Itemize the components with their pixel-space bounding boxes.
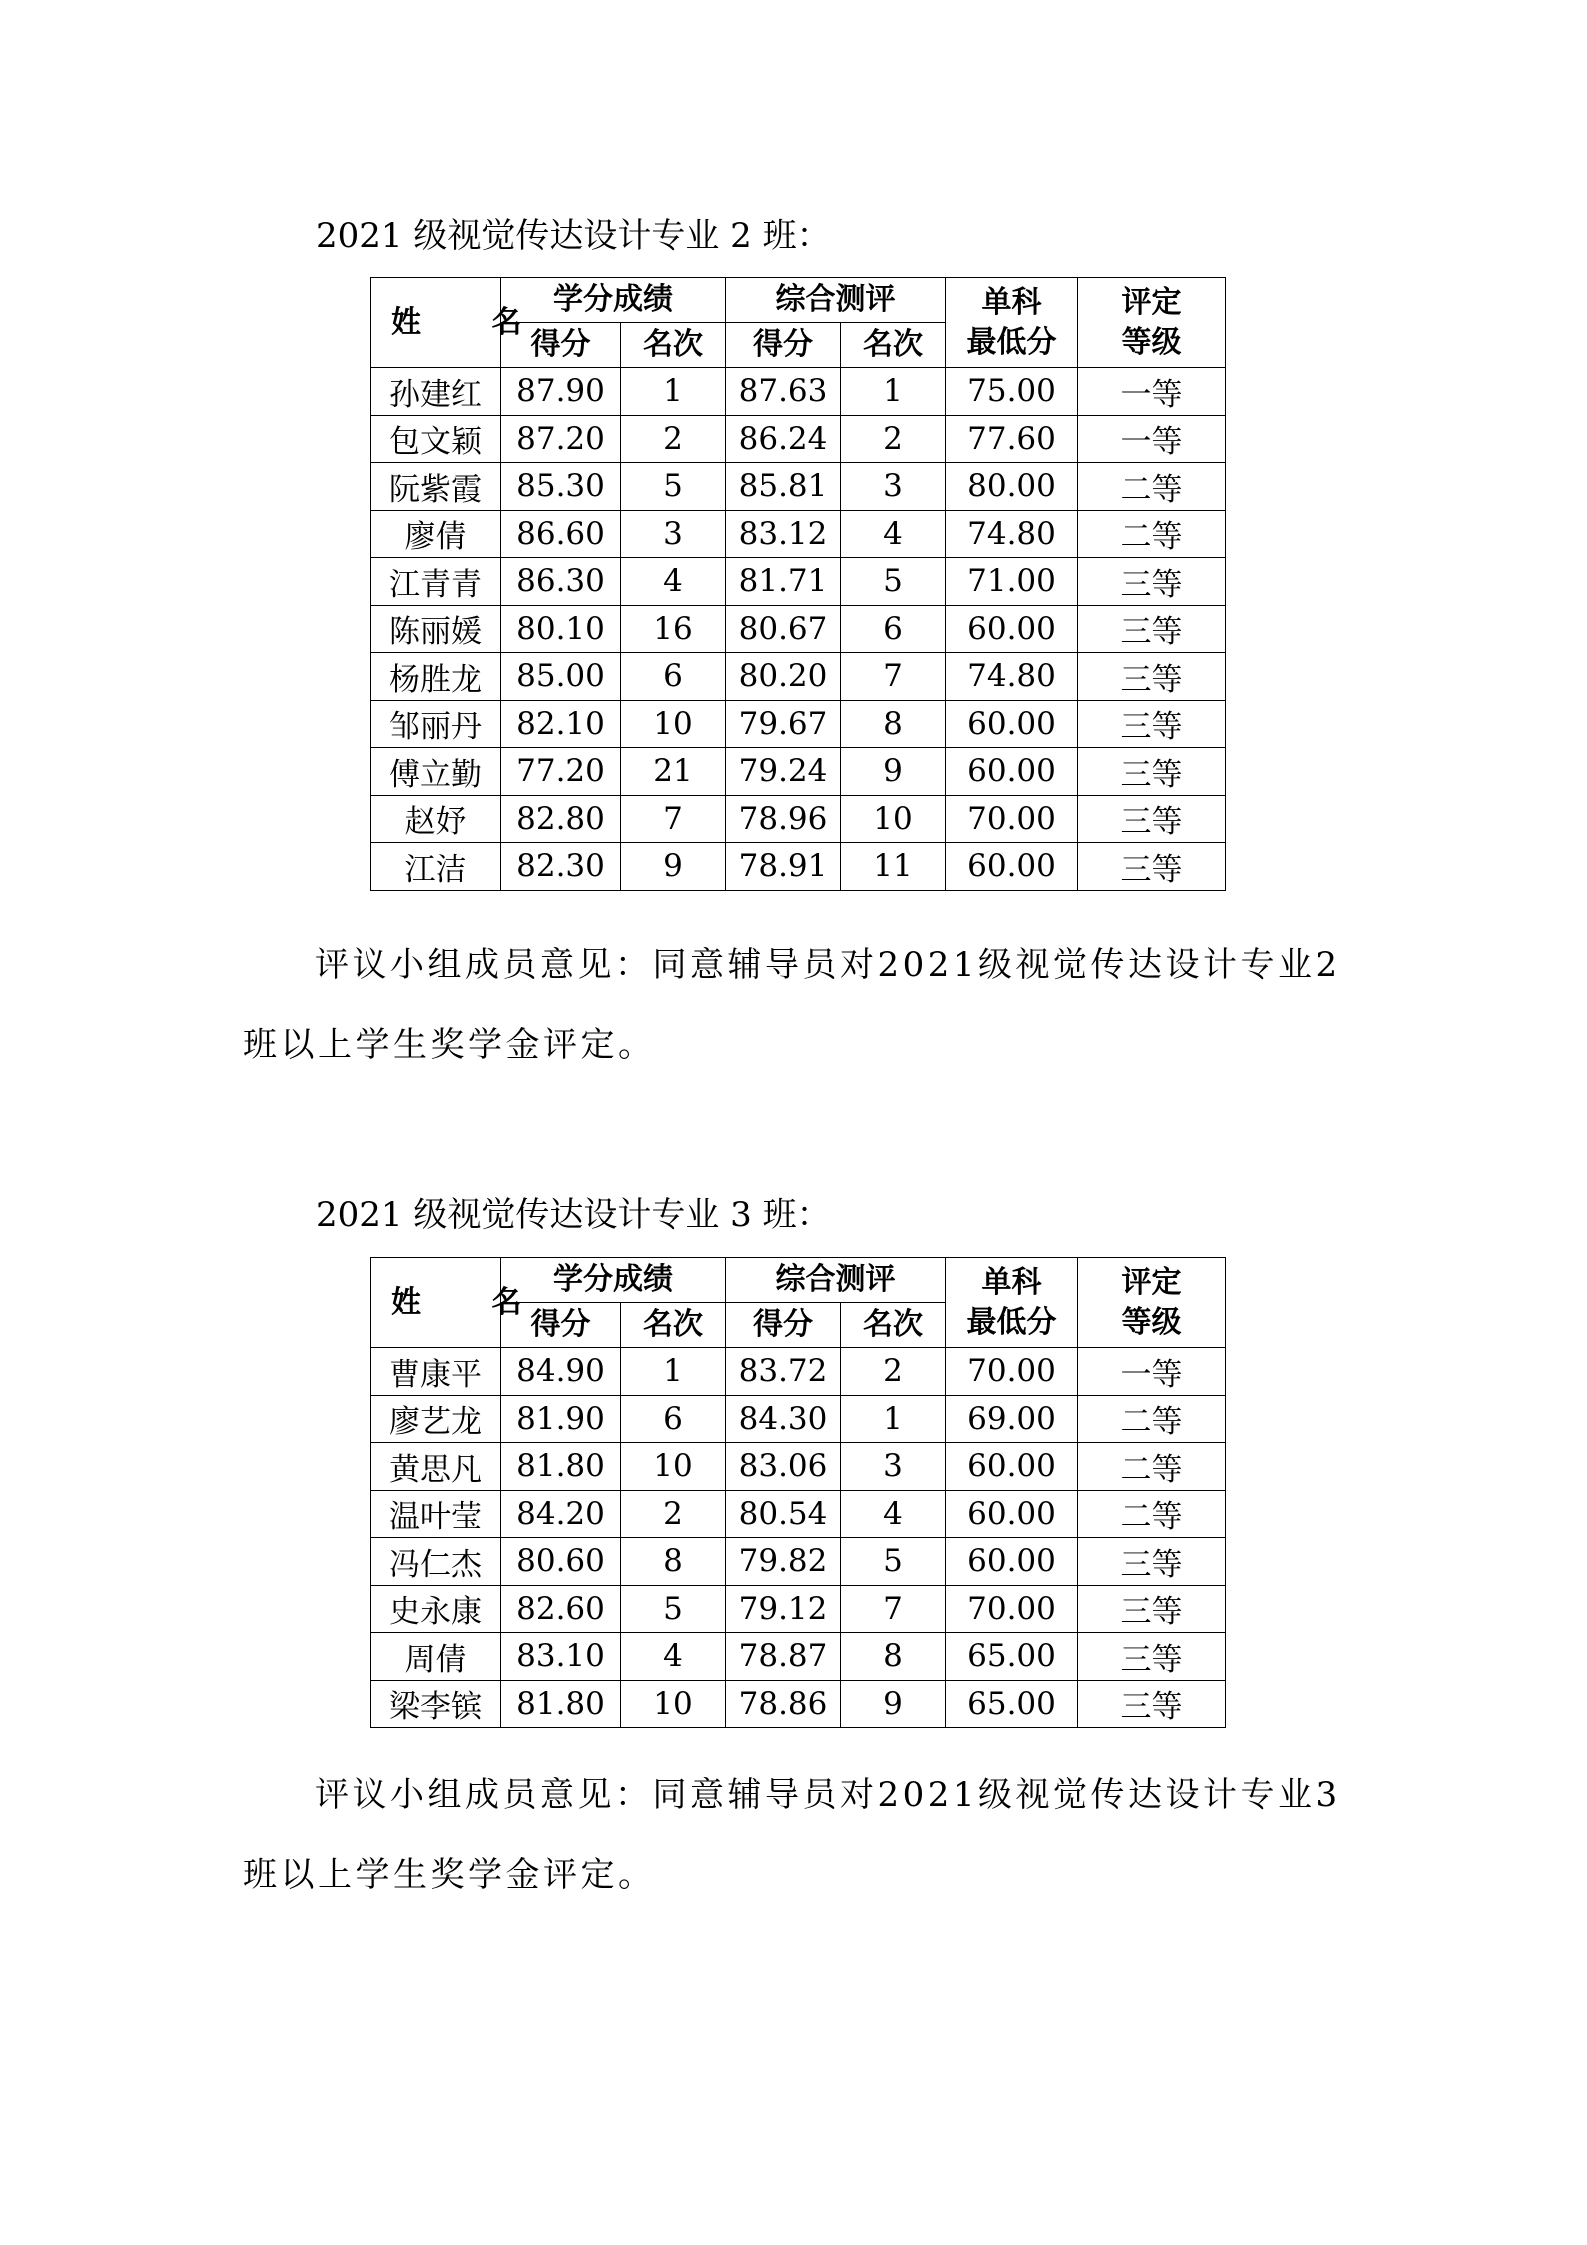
header-eval-rank: 名次 [841,323,946,368]
eval-rank-cell: 7 [841,1585,946,1633]
min-single-score-cell: 60.00 [946,1490,1078,1538]
scholarship-table-class-3 [370,1257,1226,1728]
student-name-cell: 史永康 [371,1585,501,1633]
eval-rank-cell: 10 [841,795,946,843]
grade-level-cell: 二等 [1078,1490,1226,1538]
grade-level-cell: 一等 [1078,368,1226,416]
credit-score-cell: 84.20 [501,1490,621,1538]
student-name-cell: 杨胜龙 [371,653,501,701]
eval-score-cell: 83.12 [726,510,841,558]
student-name-cell: 江洁 [371,843,501,891]
min-single-score-cell: 65.00 [946,1680,1078,1728]
credit-rank-cell: 21 [621,748,726,796]
eval-score-cell: 79.24 [726,748,841,796]
header-credit-rank: 名次 [621,1303,726,1348]
eval-rank-cell: 4 [841,510,946,558]
credit-rank-cell: 6 [621,653,726,701]
header-credit-score-value: 得分 [501,323,621,368]
header-credit-score-value: 得分 [501,1303,621,1348]
scholarship-table-class-2 [370,277,1226,891]
credit-score-cell: 82.80 [501,795,621,843]
credit-score-cell: 84.90 [501,1348,621,1396]
table-body-class-2 [371,368,1226,891]
credit-rank-cell: 1 [621,368,726,416]
eval-score-cell: 84.30 [726,1395,841,1443]
eval-score-cell: 86.24 [726,415,841,463]
credit-score-cell: 81.80 [501,1680,621,1728]
min-single-score-cell: 60.00 [946,605,1078,653]
eval-score-cell: 83.72 [726,1348,841,1396]
eval-score-cell: 80.54 [726,1490,841,1538]
table-body-class-3 [371,1348,1226,1728]
table-row [371,748,1226,796]
eval-score-cell: 79.67 [726,700,841,748]
grade-level-cell: 二等 [1078,463,1226,511]
grade-level-cell: 一等 [1078,415,1226,463]
min-single-score-cell: 65.00 [946,1633,1078,1681]
eval-rank-cell: 1 [841,368,946,416]
credit-rank-cell: 2 [621,415,726,463]
eval-rank-cell: 7 [841,653,946,701]
min-single-score-cell: 70.00 [946,1348,1078,1396]
credit-rank-cell: 8 [621,1538,726,1586]
table-row [371,1490,1226,1538]
credit-score-cell: 77.20 [501,748,621,796]
credit-rank-cell: 9 [621,843,726,891]
eval-rank-cell: 1 [841,1395,946,1443]
eval-rank-cell: 11 [841,843,946,891]
table-row [371,843,1226,891]
credit-rank-cell: 5 [621,463,726,511]
credit-score-cell: 87.90 [501,368,621,416]
credit-score-cell: 82.60 [501,1585,621,1633]
table-row [371,1538,1226,1586]
credit-rank-cell: 1 [621,1348,726,1396]
min-single-score-cell: 77.60 [946,415,1078,463]
student-name-cell: 梁李镔 [371,1680,501,1728]
header-min-single: 单科 最低分 [946,1258,1078,1348]
section-caption-class-3: 2021 级视觉传达设计专业 3 班： [316,1195,831,1235]
credit-rank-cell: 4 [621,1633,726,1681]
header-credit-score: 学分成绩 [501,1258,726,1303]
credit-score-cell: 87.20 [501,415,621,463]
eval-rank-cell: 5 [841,558,946,606]
header-grade: 评定 等级 [1078,1258,1226,1348]
grade-level-cell: 二等 [1078,1443,1226,1491]
min-single-score-cell: 70.00 [946,795,1078,843]
eval-rank-cell: 5 [841,1538,946,1586]
eval-score-cell: 78.86 [726,1680,841,1728]
table-row [371,1585,1226,1633]
header-name: 姓 名 [371,278,501,368]
header-eval-score-value: 得分 [726,323,841,368]
eval-score-cell: 81.71 [726,558,841,606]
eval-score-cell: 80.20 [726,653,841,701]
header-overall-eval: 综合测评 [726,1258,946,1303]
student-name-cell: 邹丽丹 [371,700,501,748]
table-row [371,415,1226,463]
grade-level-cell: 三等 [1078,795,1226,843]
committee-opinion-class-3: 评议小组成员意见：同意辅导员对2021级视觉传达设计专业3班以上学生奖学金评定。 [243,1775,1341,1895]
student-name-cell: 孙建红 [371,368,501,416]
credit-score-cell: 81.80 [501,1443,621,1491]
grade-level-cell: 三等 [1078,1585,1226,1633]
table-row [371,700,1226,748]
grade-level-cell: 三等 [1078,605,1226,653]
credit-rank-cell: 2 [621,1490,726,1538]
header-min-single: 单科 最低分 [946,278,1078,368]
eval-score-cell: 83.06 [726,1443,841,1491]
grade-level-cell: 二等 [1078,510,1226,558]
student-name-cell: 廖艺龙 [371,1395,501,1443]
eval-rank-cell: 8 [841,700,946,748]
student-name-cell: 黄思凡 [371,1443,501,1491]
min-single-score-cell: 69.00 [946,1395,1078,1443]
grade-level-cell: 三等 [1078,700,1226,748]
grade-level-cell: 三等 [1078,653,1226,701]
min-single-score-cell: 60.00 [946,843,1078,891]
credit-rank-cell: 10 [621,1680,726,1728]
table-row [371,558,1226,606]
grade-level-cell: 三等 [1078,843,1226,891]
eval-rank-cell: 2 [841,415,946,463]
credit-score-cell: 83.10 [501,1633,621,1681]
header-eval-score-value: 得分 [726,1303,841,1348]
min-single-score-cell: 60.00 [946,700,1078,748]
min-single-score-cell: 60.00 [946,1538,1078,1586]
min-single-score-cell: 74.80 [946,653,1078,701]
eval-rank-cell: 9 [841,1680,946,1728]
eval-rank-cell: 3 [841,1443,946,1491]
credit-score-cell: 86.30 [501,558,621,606]
header-grade: 评定 等级 [1078,278,1226,368]
credit-score-cell: 82.30 [501,843,621,891]
eval-rank-cell: 8 [841,1633,946,1681]
eval-rank-cell: 2 [841,1348,946,1396]
eval-score-cell: 79.82 [726,1538,841,1586]
table-row [371,510,1226,558]
grade-level-cell: 二等 [1078,1395,1226,1443]
credit-score-cell: 85.00 [501,653,621,701]
min-single-score-cell: 70.00 [946,1585,1078,1633]
credit-score-cell: 85.30 [501,463,621,511]
eval-score-cell: 79.12 [726,1585,841,1633]
table-row [371,1395,1226,1443]
student-name-cell: 包文颖 [371,415,501,463]
credit-rank-cell: 3 [621,510,726,558]
student-name-cell: 阮紫霞 [371,463,501,511]
table-row [371,1348,1226,1396]
student-name-cell: 傅立勤 [371,748,501,796]
student-name-cell: 周倩 [371,1633,501,1681]
credit-score-cell: 80.60 [501,1538,621,1586]
eval-score-cell: 78.87 [726,1633,841,1681]
min-single-score-cell: 71.00 [946,558,1078,606]
credit-score-cell: 86.60 [501,510,621,558]
committee-opinion-class-2: 评议小组成员意见：同意辅导员对2021级视觉传达设计专业2班以上学生奖学金评定。 [243,945,1341,1065]
eval-score-cell: 85.81 [726,463,841,511]
student-name-cell: 曹康平 [371,1348,501,1396]
header-eval-rank: 名次 [841,1303,946,1348]
header-overall-eval: 综合测评 [726,278,946,323]
eval-rank-cell: 4 [841,1490,946,1538]
eval-score-cell: 78.96 [726,795,841,843]
credit-rank-cell: 16 [621,605,726,653]
table-row [371,1633,1226,1681]
table-row [371,653,1226,701]
eval-rank-cell: 9 [841,748,946,796]
grade-level-cell: 一等 [1078,1348,1226,1396]
min-single-score-cell: 74.80 [946,510,1078,558]
credit-rank-cell: 5 [621,1585,726,1633]
grade-level-cell: 三等 [1078,1680,1226,1728]
header-credit-rank: 名次 [621,323,726,368]
table-row [371,1680,1226,1728]
eval-score-cell: 78.91 [726,843,841,891]
min-single-score-cell: 60.00 [946,748,1078,796]
eval-score-cell: 80.67 [726,605,841,653]
student-name-cell: 赵妤 [371,795,501,843]
header-credit-score: 学分成绩 [501,278,726,323]
grade-level-cell: 三等 [1078,558,1226,606]
eval-rank-cell: 3 [841,463,946,511]
grade-level-cell: 三等 [1078,1538,1226,1586]
eval-rank-cell: 6 [841,605,946,653]
table-row [371,368,1226,416]
credit-rank-cell: 10 [621,700,726,748]
min-single-score-cell: 80.00 [946,463,1078,511]
min-single-score-cell: 60.00 [946,1443,1078,1491]
student-name-cell: 陈丽媛 [371,605,501,653]
credit-score-cell: 80.10 [501,605,621,653]
grade-level-cell: 三等 [1078,748,1226,796]
student-name-cell: 江青青 [371,558,501,606]
credit-rank-cell: 7 [621,795,726,843]
section-caption-class-2: 2021 级视觉传达设计专业 2 班： [316,216,831,256]
credit-score-cell: 82.10 [501,700,621,748]
student-name-cell: 廖倩 [371,510,501,558]
grade-level-cell: 三等 [1078,1633,1226,1681]
credit-rank-cell: 6 [621,1395,726,1443]
min-single-score-cell: 75.00 [946,368,1078,416]
header-name: 姓 名 [371,1258,501,1348]
eval-score-cell: 87.63 [726,368,841,416]
table-row [371,795,1226,843]
table-row [371,463,1226,511]
credit-score-cell: 81.90 [501,1395,621,1443]
student-name-cell: 冯仁杰 [371,1538,501,1586]
table-row [371,605,1226,653]
credit-rank-cell: 4 [621,558,726,606]
student-name-cell: 温叶莹 [371,1490,501,1538]
table-row [371,1443,1226,1491]
credit-rank-cell: 10 [621,1443,726,1491]
